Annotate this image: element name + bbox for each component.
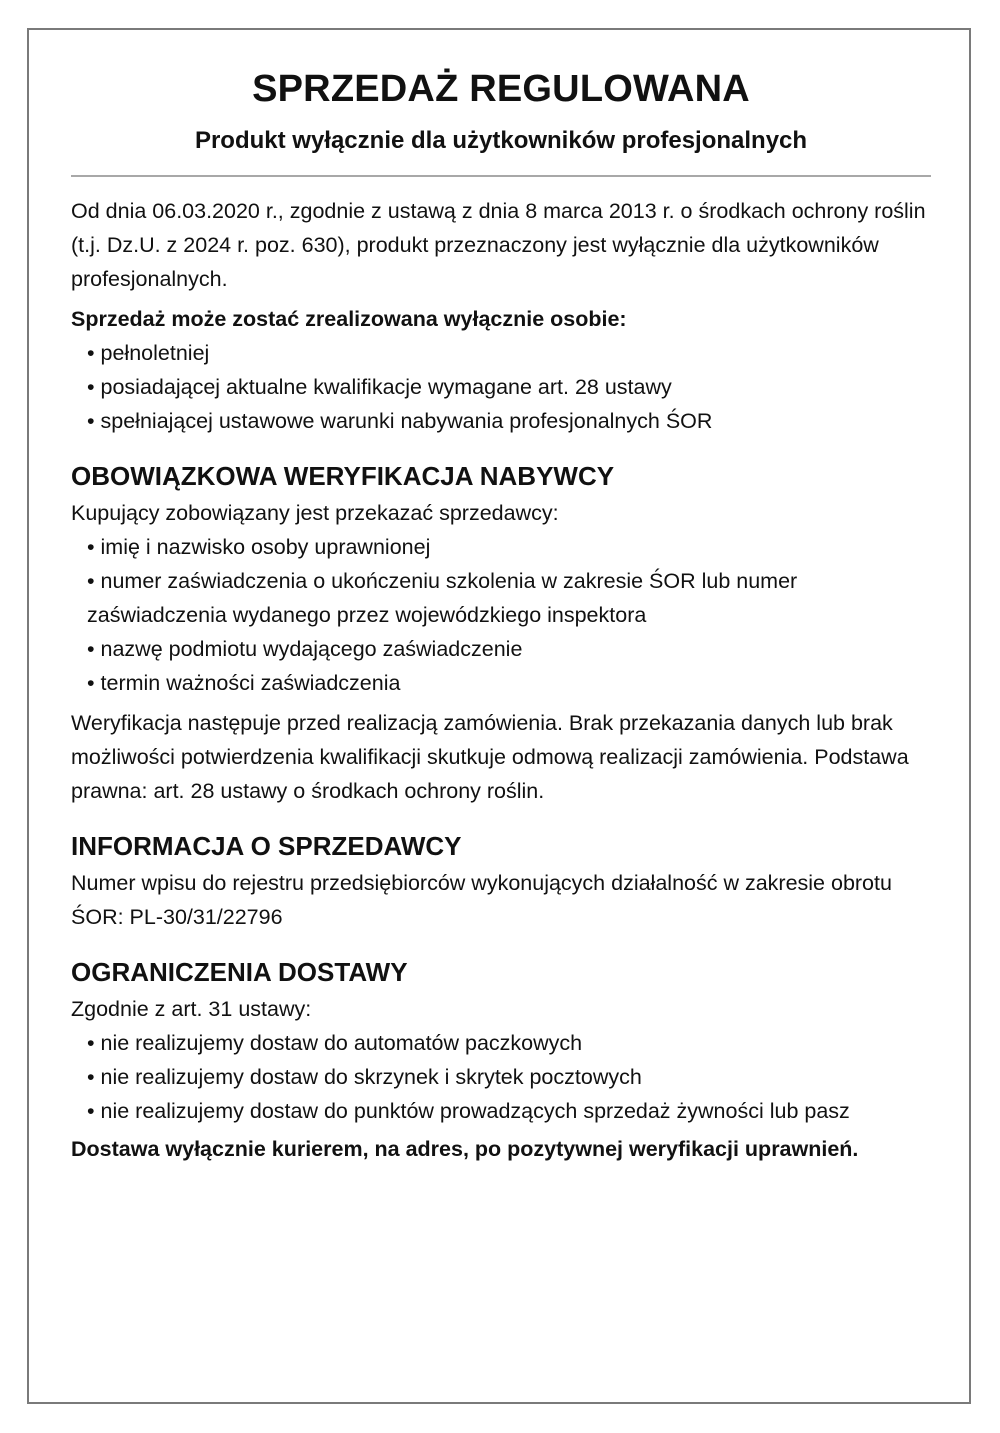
delivery-heading: OGRANICZENIA DOSTAWY	[71, 957, 408, 987]
list-item	[87, 530, 931, 564]
notice-content	[71, 30, 931, 1166]
list-item-text: spełniającej ustawowe warunki nabywania profesjonalnych ŚOR	[100, 409, 713, 433]
page-subtitle: Produkt wyłącznie dla użytkowników profesjonalnych	[194, 127, 808, 154]
list-item	[87, 666, 931, 700]
divider	[71, 175, 931, 177]
bullet: •	[87, 671, 95, 695]
list-item	[87, 370, 931, 404]
list-item-text: posiadającej aktualne kwalifikacje wymagane art. 28 ustawy	[100, 375, 672, 399]
bullet: •	[87, 1031, 95, 1055]
verification-heading: OBOWIĄZKOWA WERYFIKACJA NABYWCY	[71, 461, 615, 491]
seller-heading: INFORMACJA O SPRZEDAWCY	[71, 831, 462, 861]
list-item	[87, 1060, 931, 1094]
list-item	[87, 632, 931, 666]
verification-note: Weryfikacja następuje przed realizacją zamówienia. Brak przekazania danych lub brak możliwości potwierdzenia kwalifikacji skutkuje odmową realizacji zamówienia. Podstawa prawna: art. 28 ustawy o środkach ochrony roślin.	[71, 711, 909, 803]
list-item-text: nie realizujemy dostaw do punktów prowadzących sprzedaż żywności lub pasz	[100, 1099, 850, 1123]
bullet: •	[87, 637, 95, 661]
seller-registration: Numer wpisu do rejestru przedsiębiorców wykonujących działalność w zakresie obrotu ŚOR: PL-30/31/22796	[71, 871, 892, 929]
bullet: •	[87, 569, 95, 593]
notice-frame	[27, 28, 971, 1404]
sale-conditions-list	[71, 336, 931, 438]
bullet: •	[87, 1099, 95, 1123]
bullet: •	[87, 409, 95, 433]
intro-paragraph: Od dnia 06.03.2020 r., zgodnie z ustawą z dnia 8 marca 2013 r. o środkach ochrony roślin (t.j. Dz.U. z 2024 r. poz. 630), produkt przeznaczony jest wyłącznie dla użytkowników profesjonalnych.	[71, 199, 926, 291]
list-item	[87, 1094, 931, 1128]
delivery-lead: Zgodnie z art. 31 ustawy:	[71, 997, 312, 1021]
list-item-text: termin ważności zaświadczenia	[100, 671, 401, 695]
bullet: •	[87, 375, 95, 399]
page-title: SPRZEDAŻ REGULOWANA	[252, 68, 750, 110]
list-item	[87, 404, 931, 438]
list-item-text: nie realizujemy dostaw do automatów paczkowych	[100, 1031, 583, 1055]
bullet: •	[87, 535, 95, 559]
bullet: •	[87, 341, 95, 365]
list-item-text: numer zaświadczenia o ukończeniu szkolenia w zakresie ŚOR lub numer zaświadczenia wydanego przez wojewódzkiego inspektora	[87, 569, 798, 627]
sale-lead: Sprzedaż może zostać zrealizowana wyłącznie osobie:	[71, 307, 627, 331]
verification-list	[71, 530, 931, 700]
list-item	[87, 1026, 931, 1060]
delivery-restrictions-list	[71, 1026, 931, 1128]
list-item-text: pełnoletniej	[100, 341, 210, 365]
list-item-text: nie realizujemy dostaw do skrzynek i skrytek pocztowych	[100, 1065, 642, 1089]
verification-lead: Kupujący zobowiązany jest przekazać sprzedawcy:	[71, 501, 559, 525]
list-item	[87, 564, 931, 632]
list-item-text: imię i nazwisko osoby uprawnionej	[100, 535, 431, 559]
list-item	[87, 336, 931, 370]
delivery-final-note: Dostawa wyłącznie kurierem, na adres, po pozytywnej weryfikacji uprawnień.	[71, 1137, 859, 1161]
list-item-text: nazwę podmiotu wydającego zaświadczenie	[100, 637, 523, 661]
bullet: •	[87, 1065, 95, 1089]
